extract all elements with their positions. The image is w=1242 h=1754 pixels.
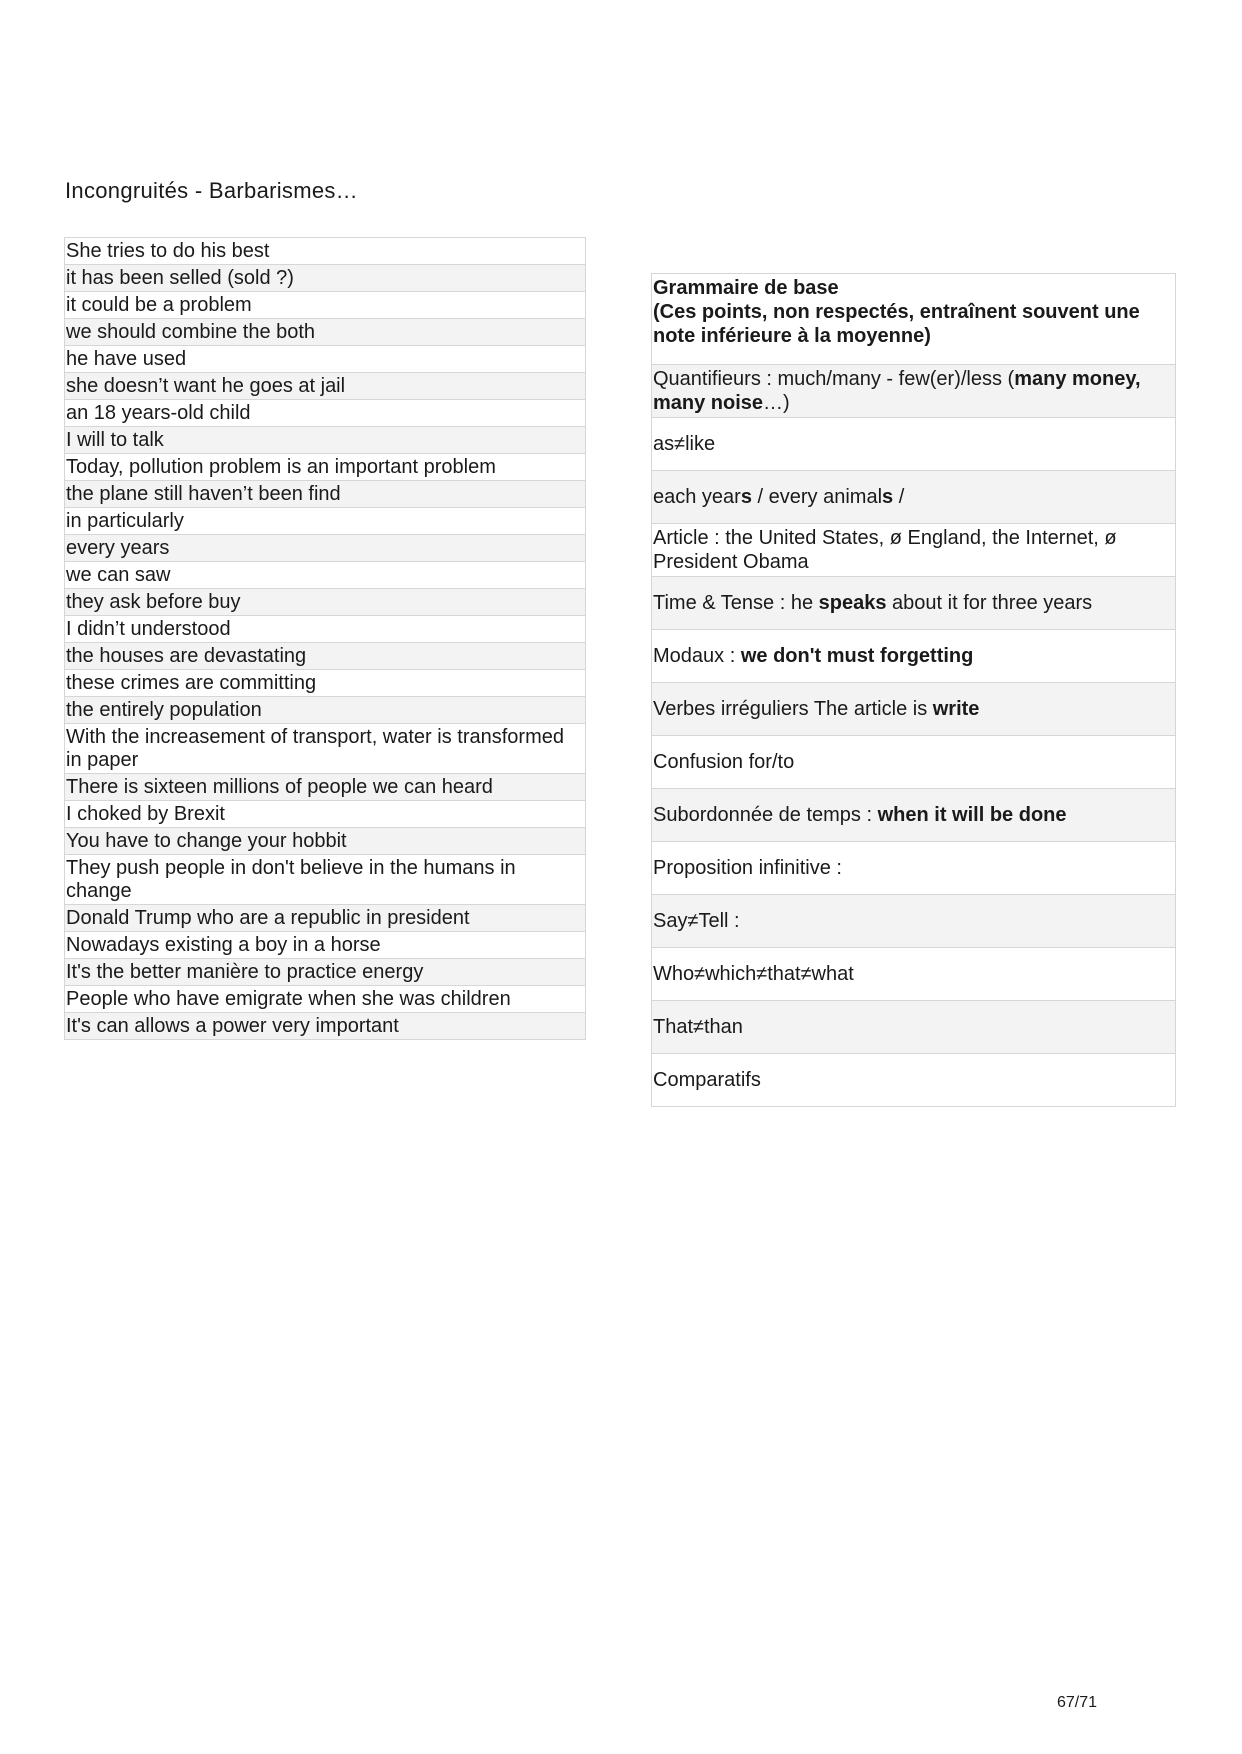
grammaire-text: Time & Tense : he	[653, 592, 819, 614]
table-row	[652, 1001, 1176, 1054]
table-row	[65, 238, 586, 265]
grammaire-text: about it for three years	[886, 592, 1093, 614]
table-row	[65, 724, 586, 774]
table-row	[652, 948, 1176, 1001]
table-row	[652, 524, 1176, 577]
barbarisme-cell: we can saw	[65, 562, 586, 589]
grammaire-cell	[652, 365, 1176, 418]
barbarisme-cell: it could be a problem	[65, 292, 586, 319]
barbarismes-table	[64, 237, 586, 1040]
barbarisme-cell: I will to talk	[65, 427, 586, 454]
grammaire-cell	[652, 630, 1176, 683]
table-row	[65, 1013, 586, 1040]
table-row	[65, 454, 586, 481]
barbarisme-cell: It's can allows a power very important	[65, 1013, 586, 1040]
grammaire-header-title: Grammaire de base	[653, 277, 839, 299]
barbarisme-cell: With the increasement of transport, water is transformed in paper	[65, 724, 586, 774]
table-row	[65, 774, 586, 801]
barbarisme-cell: They push people in don't believe in the humans in change	[65, 855, 586, 905]
table-row	[652, 577, 1176, 630]
grammaire-text: each year	[653, 486, 741, 508]
table-row	[65, 932, 586, 959]
grammaire-cell	[652, 736, 1176, 789]
table-row	[652, 418, 1176, 471]
barbarisme-cell: an 18 years-old child	[65, 400, 586, 427]
table-row	[65, 400, 586, 427]
grammaire-example-bold: many money, many noise	[653, 368, 1141, 414]
grammaire-text: Comparatifs	[653, 1069, 761, 1091]
grammaire-example-bold: when it will be done	[877, 804, 1067, 826]
grammaire-text: Confusion for/to	[653, 751, 795, 773]
grammaire-example-bold: speaks	[818, 592, 887, 614]
grammaire-text: Who≠which≠that≠what	[653, 963, 854, 985]
barbarisme-cell: I choked by Brexit	[65, 801, 586, 828]
table-row	[65, 346, 586, 373]
barbarisme-cell: It's the better manière to practice energy	[65, 959, 586, 986]
table-row	[65, 427, 586, 454]
grammaire-text: That≠than	[653, 1016, 743, 1038]
grammaire-cell	[652, 842, 1176, 895]
table-row	[65, 616, 586, 643]
barbarisme-cell: She tries to do his best	[65, 238, 586, 265]
table-row	[65, 643, 586, 670]
barbarisme-cell: There is sixteen millions of people we can heard	[65, 774, 586, 801]
table-row	[65, 292, 586, 319]
grammaire-cell	[652, 418, 1176, 471]
barbarisme-cell: People who have emigrate when she was children	[65, 986, 586, 1013]
grammaire-cell	[652, 524, 1176, 577]
barbarisme-cell: in particularly	[65, 508, 586, 535]
table-row	[652, 842, 1176, 895]
barbarisme-cell: every years	[65, 535, 586, 562]
grammaire-example-bold: s	[882, 486, 894, 508]
table-row	[65, 589, 586, 616]
grammaire-text: Say≠Tell :	[653, 910, 740, 932]
table-row	[65, 670, 586, 697]
table-row	[652, 365, 1176, 418]
table-row	[65, 801, 586, 828]
table-row	[652, 683, 1176, 736]
grammaire-cell	[652, 1001, 1176, 1054]
grammaire-text: Modaux :	[653, 645, 741, 667]
barbarisme-cell: the houses are devastating	[65, 643, 586, 670]
table-row	[65, 535, 586, 562]
table-row	[65, 959, 586, 986]
table-row	[65, 697, 586, 724]
grammaire-table	[651, 273, 1176, 1107]
grammaire-text: Article : the United States, ø England, the Internet, ø President Obama	[653, 527, 1117, 573]
barbarisme-cell: Today, pollution problem is an important problem	[65, 454, 586, 481]
grammaire-text: Proposition infinitive :	[653, 857, 842, 879]
grammaire-header-row	[652, 274, 1176, 365]
table-row	[652, 1054, 1176, 1107]
grammaire-text: …)	[763, 392, 790, 414]
grammaire-text: Verbes irréguliers The article is	[653, 698, 933, 720]
table-row	[65, 265, 586, 292]
grammaire-cell	[652, 683, 1176, 736]
table-row	[65, 319, 586, 346]
grammaire-cell	[652, 895, 1176, 948]
table-row	[652, 736, 1176, 789]
grammaire-header-cell	[652, 274, 1176, 365]
barbarisme-cell: she doesn’t want he goes at jail	[65, 373, 586, 400]
barbarisme-cell: he have used	[65, 346, 586, 373]
page-number: 67/71	[1057, 1694, 1098, 1711]
barbarisme-cell: I didn’t understood	[65, 616, 586, 643]
barbarisme-cell: these crimes are committing	[65, 670, 586, 697]
grammaire-header-note: (Ces points, non respectés, entraînent souvent une note inférieure à la moyenne)	[653, 301, 1140, 347]
grammaire-example-bold: we don't must forgetting	[740, 645, 974, 667]
table-row	[65, 905, 586, 932]
grammaire-cell	[652, 1054, 1176, 1107]
grammaire-cell	[652, 789, 1176, 842]
barbarisme-cell: the plane still haven’t been find	[65, 481, 586, 508]
table-row	[65, 373, 586, 400]
grammaire-cell	[652, 577, 1176, 630]
table-row	[65, 828, 586, 855]
grammaire-example-bold: s	[740, 486, 752, 508]
table-row	[652, 789, 1176, 842]
table-row	[65, 855, 586, 905]
barbarisme-cell: it has been selled (sold ?)	[65, 265, 586, 292]
grammaire-text: Quantifieurs : much/many - few(er)/less (	[653, 368, 1015, 390]
page-title: Incongruités - Barbarismes…	[65, 178, 358, 203]
table-row	[652, 630, 1176, 683]
barbarisme-cell: they ask before buy	[65, 589, 586, 616]
grammaire-text: /	[893, 486, 905, 508]
grammaire-cell	[652, 948, 1176, 1001]
grammaire-text: Subordonnée de temps :	[653, 804, 878, 826]
grammaire-example-bold: write	[932, 698, 980, 720]
table-row	[65, 508, 586, 535]
grammaire-text: / every animal	[751, 486, 883, 508]
table-row	[65, 481, 586, 508]
barbarisme-cell: You have to change your hobbit	[65, 828, 586, 855]
table-row	[652, 895, 1176, 948]
barbarisme-cell: Donald Trump who are a republic in president	[65, 905, 586, 932]
grammaire-text: as≠like	[653, 433, 716, 455]
table-row	[65, 986, 586, 1013]
table-row	[65, 562, 586, 589]
barbarisme-cell: we should combine the both	[65, 319, 586, 346]
barbarisme-cell: Nowadays existing a boy in a horse	[65, 932, 586, 959]
grammaire-cell	[652, 471, 1176, 524]
table-row	[652, 471, 1176, 524]
barbarisme-cell: the entirely population	[65, 697, 586, 724]
